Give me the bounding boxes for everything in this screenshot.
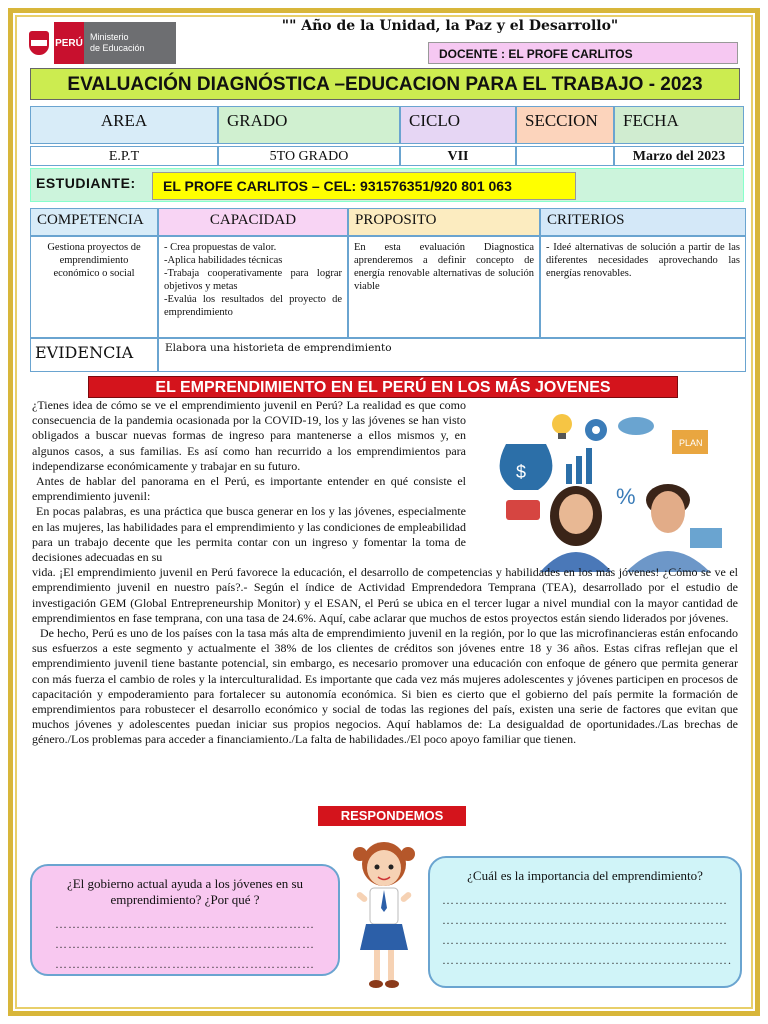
header-capacidad: CAPACIDAD xyxy=(158,208,348,236)
info-header-grado: GRADO xyxy=(218,106,400,144)
question-box-1 xyxy=(30,864,340,976)
coat-of-arms-icon xyxy=(24,22,54,64)
ministry-logo xyxy=(24,22,176,64)
svg-text:$: $ xyxy=(516,462,527,482)
info-header-area: AREA xyxy=(30,106,218,144)
info-value-grado: 5TO GRADO xyxy=(218,146,400,166)
evidence-value: Elabora una historieta de emprendimiento xyxy=(158,338,746,372)
question-2: ¿Cuál es la importancia del emprendimiento? xyxy=(467,868,703,883)
article-body xyxy=(32,398,738,748)
answer-lines-2[interactable]: ………………………………………………………… ………………………………………………………… ………………………………………………………… …………………………………………………………. xyxy=(442,893,732,967)
year-title: "" Año de la Unidad, la Paz y el Desarrollo" xyxy=(281,18,619,34)
header-competencia: COMPETENCIA xyxy=(30,208,158,236)
evaluation-title: EVALUACIÓN DIAGNÓSTICA –EDUCACION PARA EL TRABAJO - 2023 xyxy=(30,68,740,100)
info-value-fecha: Marzo del 2023 xyxy=(614,146,744,166)
proposito-cell: En esta evaluación Diagnostica aprenderemos a definir concepto de energía renovable alternativas de solución viable xyxy=(348,236,540,338)
article-p4: De hecho, Perú es uno de los países con la tasa más alta de emprendimiento juvenil en la región, por lo que las microfinancieras están enfocando sus esfuerzos a este segmento y actualmente el 38% de los clientes de créditos son jóvenes entre 18 y 36 años. Estas cifras reflejan que el emprendimiento juvenil tiene bastante potencial, sin embargo, es necesario promover una educación con enfoque de género que permita generar con más fuerza el cambio de roles y la interculturalidad. Es importante que cada vez más mujeres adolescentes y jóvenes participen en procesos de capacitación y empoderamiento para fortalecer su autonomía económica. Si bien es cierto que el gobierno del país permite la formación de emprendimientos para robustecer el desarrollo económico y social de todas las regiones del país, existen una serie de factores que evitan que muchos jóvenes y adolescentes puedan iniciar sus propios negocios. Aquí hablamos de: La desigualdad de oportunidades./Las brechas de género./Los problemas para acceder a financiamiento./La falta de habilidades./El poco apoyo familiar que tienen. xyxy=(32,626,738,747)
info-value-area: E.P.T xyxy=(30,146,218,166)
docente-label: DOCENTE : EL PROFE CARLITOS xyxy=(428,42,738,64)
evidence-label: EVIDENCIA xyxy=(30,338,158,372)
respond-title: RESPONDEMOS xyxy=(318,806,466,826)
info-header-fecha: FECHA xyxy=(614,106,744,144)
article-p3b: vida. ¡El emprendimiento juvenil en Perú favorece la educación, el desarrollo de competencias y habilidades en los más jóvenes! ¿Cómo se ve el emprendimiento juvenil en nuestro país?.- Según el índice de Actividad Emprendedora Temprana (TEA), desarrollado por el estudio de investigación GEM (Global Entrepreneurship Monitor) y el ESAN, el Perú se ubica en el tercer lugar a nivel mundial con la mayor cantidad de emprendimientos en fase temprana, con una tasa de 24.6%. Aquí, cabe aclarar que muchos de estos proyectos están siendo liderados por jóvenes. xyxy=(32,565,738,625)
svg-text:%: % xyxy=(616,484,636,509)
info-header-ciclo: CICLO xyxy=(400,106,516,144)
competencia-cell: Gestiona proyectos de emprendimiento económico o social xyxy=(30,236,158,338)
article-p3a: En pocas palabras, es una práctica que busca generar en los y las jóvenes, especialmente en las mujeres, las habilidades para el emprendimiento y las condiciones de empleabilidad para un trabajo decente que les permita contar con un ingreso y fomentar la toma de decisiones adecuadas en su xyxy=(32,504,466,565)
article-title: EL EMPRENDIMIENTO EN EL PERÚ EN LOS MÁS JOVENES xyxy=(88,376,678,398)
question-box-2 xyxy=(428,856,742,988)
info-value-ciclo: VII xyxy=(400,146,516,166)
student-label: ESTUDIANTE: xyxy=(36,175,136,191)
girl-character-icon xyxy=(346,836,422,996)
article-p1: ¿Tienes idea de cómo se ve el emprendimiento juvenil en Perú? La realidad es que como consecuencia de la pandemia ocasionada por la COVID-19, los y las jóvenes se han visto obligados a buscar nuevas formas de ingreso para mantenerse a ellos mismos y, en algunos casos, a sus familias. Es así como han recurrido a los emprendimientos para independizarse económicamente y trabajar en su futuro. xyxy=(32,398,466,473)
header-proposito: PROPOSITO xyxy=(348,208,540,236)
criterios-cell: - Ideé alternativas de solución a partir de las diferentes necesidades aprovechando las energías renovables. xyxy=(540,236,746,338)
capacidad-cell: - Crea propuestas de valor. -Aplica habilidades técnicas -Trabaja cooperativamente para lograr objetivos y metas -Evalúa los resultados del proyecto de emprendimiento xyxy=(158,236,348,338)
svg-text:PLAN: PLAN xyxy=(679,438,703,448)
student-name: EL PROFE CARLITOS – CEL: 931576351/920 801 063 xyxy=(152,172,576,200)
answer-lines-1[interactable]: …………………………………………………… …………………………………………………… …………………………………………………… xyxy=(55,917,315,971)
article-p2: Antes de hablar del panorama en el Perú, es importante entender en qué consiste el emprendimiento juvenil: xyxy=(32,474,466,504)
logo-country: PERÚ xyxy=(54,22,84,64)
info-header-seccion: SECCION xyxy=(516,106,614,144)
header-criterios: CRITERIOS xyxy=(540,208,746,236)
question-1: ¿El gobierno actual ayuda a los jóvenes en su emprendimiento? ¿Por qué ? xyxy=(66,876,304,907)
logo-ministry: Ministerio de Educación xyxy=(90,32,145,53)
info-value-seccion xyxy=(516,146,614,166)
